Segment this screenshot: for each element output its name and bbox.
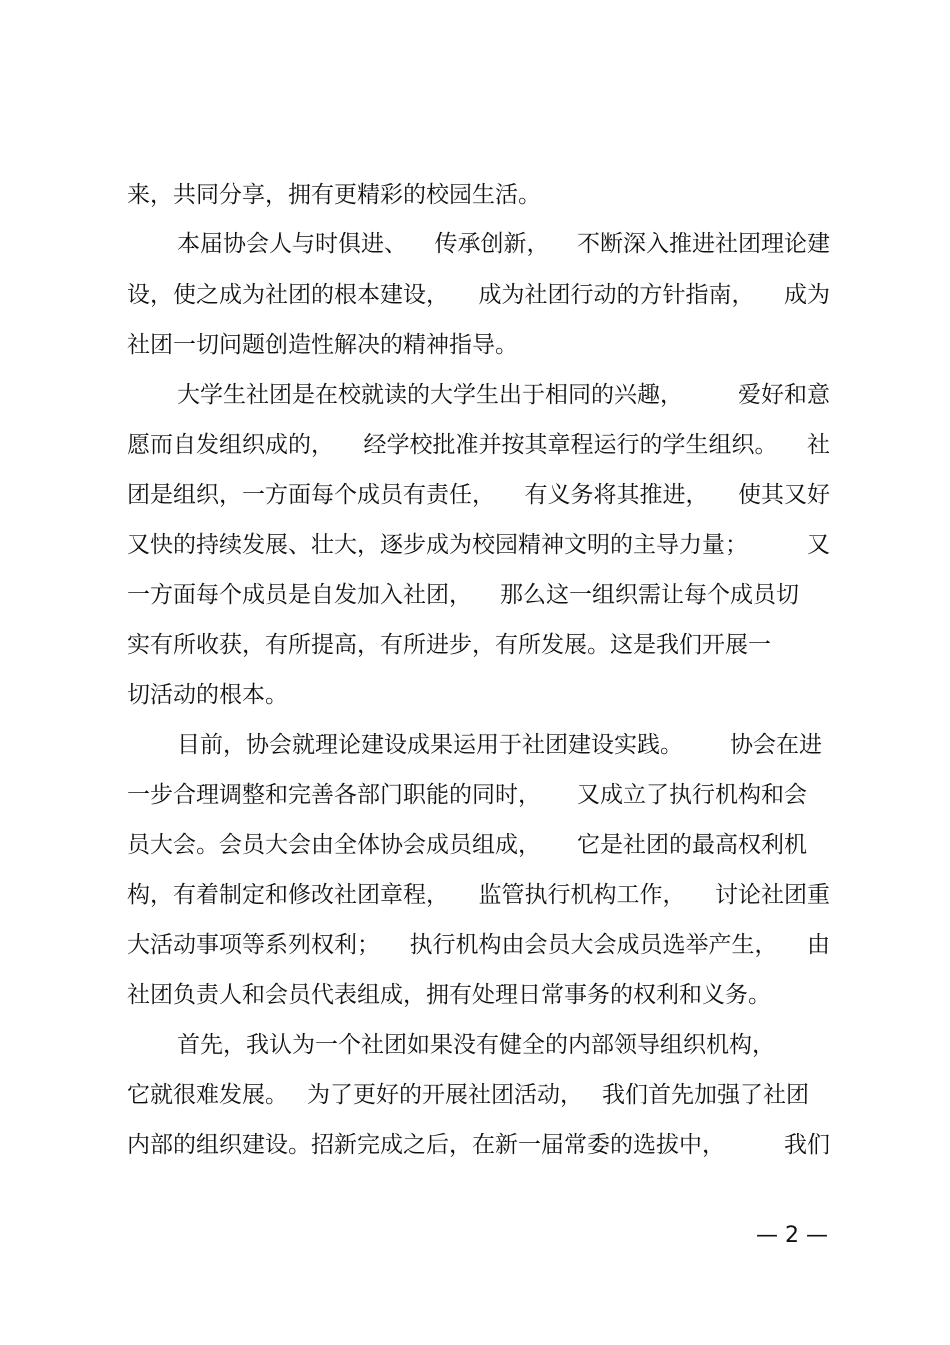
text-segment: 社 [807,432,830,458]
text-line [177,230,830,258]
text-segment: 爱好和意 [738,382,830,408]
page-number: — 2 — [756,1223,828,1248]
text-line [127,831,807,859]
text-line: 社团负责人和会员代表组成，拥有处理日常事务的权利和义务。 [127,982,771,1008]
text-segment: 构，有着制定和修改社团章程， [127,882,449,908]
text-line [127,581,799,609]
text-line [127,431,830,459]
text-line: 首先，我认为一个社团如果没有健全的内部领导组织机构， [177,1032,775,1058]
text-segment: 那么这一组织需让每个成员切 [500,582,799,608]
text-segment: 又成立了执行机构和会 [577,782,807,808]
text-segment: 团是组织，一方面每个成员有责任， [127,482,495,508]
text-line: 实有所收获，有所提高，有所进步，有所发展。这是我们开展一 [127,632,771,658]
text-line: 来，共同分享，拥有更精彩的校园生活。 [127,182,541,208]
text-segment: 不断深入推进社团理论建 [577,231,830,257]
text-line [127,931,830,959]
text-segment: 本届协会人与时俱进、 [177,231,407,257]
text-segment: 使其又好 [738,482,830,508]
text-segment: 监管执行机构工作， [478,882,686,908]
text-line: 切活动的根本。 [127,682,288,708]
text-segment: 内部的组织建设。招新完成之后，在新一届常委的选拔中， [127,1132,725,1158]
text-segment: 我们首先加强了社团 [602,1082,809,1108]
text-segment: 经学校批准并按其章程运行的学生组织。 [363,432,778,458]
text-line [177,731,822,759]
text-line [127,1081,809,1109]
text-segment: 为了更好的开展社团活动， [307,1082,583,1108]
text-line [127,481,830,509]
text-segment: 目前，协会就理论建设成果运用于社团建设实践。 [177,732,683,758]
text-line [127,781,807,809]
text-segment: 员大会。会员大会由全体协会成员组成， [127,832,541,858]
text-line [127,281,830,309]
text-segment: 传承创新， [434,231,550,257]
text-segment: 大活动事项等系列权利； [127,932,380,958]
text-segment: 愿而自发组织成的， [127,432,334,458]
text-segment: 执行机构由会员大会成员选举产生， [409,932,778,958]
text-segment: 一步合理调整和完善各部门职能的同时， [127,782,541,808]
text-segment: 它是社团的最高权利机 [577,832,807,858]
text-line [127,531,830,559]
text-line: 社团一切问题创造性解决的精神指导。 [127,332,518,358]
text-segment: 成为 [784,282,830,308]
text-line [127,1131,830,1159]
text-segment: 成为社团行动的方针指南， [478,282,755,308]
text-segment: 有义务将其推进， [524,482,709,508]
text-segment: 由 [807,932,830,958]
text-segment: 设，使之成为社团的根本建设， [127,282,449,308]
text-segment: 又快的持续发展、壮大，逐步成为校园精神文明的主导力量； [127,532,748,558]
text-segment: 我们 [784,1132,830,1158]
text-segment: 一方面每个成员是自发加入社团， [127,582,472,608]
text-segment: 又 [807,532,830,558]
text-segment: 大学生社团是在校就读的大学生出于相同的兴趣， [177,382,683,408]
text-line [127,881,830,909]
text-line [177,381,830,409]
text-segment: 它就很难发展。 [127,1082,288,1108]
text-segment: 讨论社团重 [715,882,830,908]
text-segment: 协会在进 [730,732,822,758]
